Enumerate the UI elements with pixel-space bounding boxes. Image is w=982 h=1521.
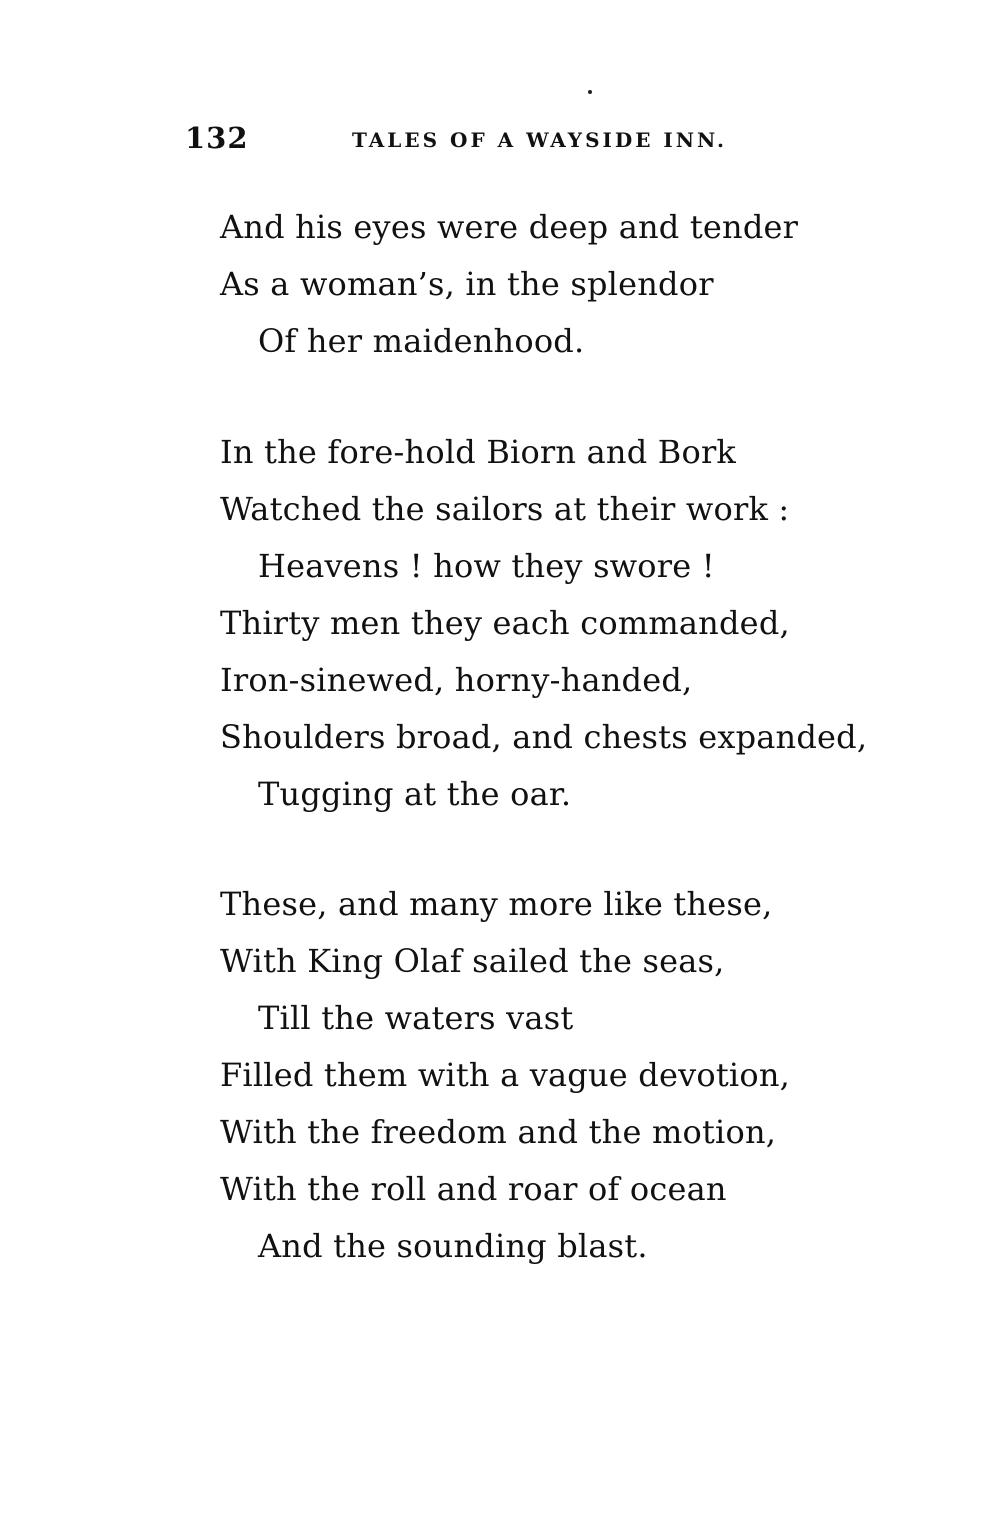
verse-line: Iron-sinewed, horny-handed,: [220, 661, 693, 699]
verse-line: With King Olaf sailed the seas,: [220, 942, 725, 980]
verse-line: Filled them with a vague devotion,: [220, 1056, 791, 1094]
verse-line: And his eyes were deep and tender: [220, 208, 799, 246]
verse-line: With the freedom and the motion,: [220, 1113, 777, 1151]
ink-speck: [588, 90, 592, 94]
verse-line: Watched the sailors at their work :: [220, 490, 790, 528]
verse-line: Shoulders broad, and chests expanded,: [220, 718, 868, 756]
verse-line: Thirty men they each commanded,: [220, 604, 790, 642]
running-title: TALES OF A WAYSIDE INN.: [352, 128, 728, 152]
page-number: 132: [185, 121, 249, 155]
verse-line: These, and many more like these,: [220, 885, 773, 923]
verse-line: With the roll and roar of ocean: [220, 1170, 727, 1208]
verse-line: Heavens ! how they swore !: [258, 547, 715, 585]
verse-line: Of her maidenhood.: [258, 322, 585, 360]
verse-line: Till the waters vast: [258, 999, 574, 1037]
verse-line: Tugging at the oar.: [258, 775, 572, 813]
verse-line: As a woman’s, in the splendor: [220, 265, 714, 303]
verse-line: And the sounding blast.: [258, 1227, 648, 1265]
verse-line: In the fore-hold Biorn and Bork: [220, 433, 737, 471]
